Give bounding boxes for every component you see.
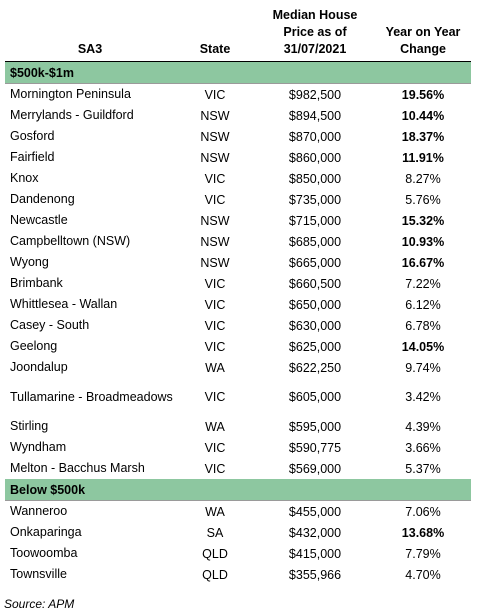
change-cell: 4.70%	[405, 567, 441, 582]
table-row	[5, 105, 471, 126]
state-cell: QLD	[202, 546, 228, 561]
change-cell: 10.44%	[401, 108, 445, 123]
price-cell: $605,000	[288, 390, 342, 404]
table-row	[5, 437, 471, 458]
price-table	[5, 4, 471, 585]
price-cell: $595,000	[288, 419, 342, 434]
table-row	[5, 252, 471, 273]
change-cell: 8.27%	[405, 171, 441, 186]
change-cell: 13.68%	[401, 525, 445, 540]
section-header-row	[5, 479, 471, 501]
state-cell: VIC	[204, 276, 226, 291]
sa3-cell: Merrylands - Guildford	[10, 108, 134, 122]
table-row	[5, 315, 471, 336]
state-cell: SA	[206, 525, 224, 540]
sa3-cell: Wyong	[10, 255, 49, 269]
price-cell: $630,000	[288, 318, 342, 333]
sa3-cell: Campbelltown (NSW)	[10, 234, 131, 248]
sa3-cell: Knox	[10, 171, 39, 185]
sa3-cell: Newcastle	[10, 213, 68, 227]
table-row	[5, 294, 471, 315]
header-sa3: SA3	[5, 4, 175, 62]
state-cell: VIC	[204, 87, 226, 102]
sa3-cell: Fairfield	[10, 150, 55, 164]
change-cell: 5.76%	[405, 192, 441, 207]
price-cell: $569,000	[288, 461, 342, 476]
change-cell: 7.79%	[405, 546, 441, 561]
state-cell: WA	[205, 504, 225, 519]
state-cell: VIC	[204, 339, 226, 354]
table-row	[5, 168, 471, 189]
state-cell: NSW	[200, 213, 230, 228]
state-cell: VIC	[204, 171, 226, 186]
change-cell: 5.37%	[405, 461, 441, 476]
sa3-cell: Toowoomba	[10, 546, 78, 560]
table-row	[5, 416, 471, 437]
table-body	[5, 62, 471, 586]
price-cell: $715,000	[288, 213, 342, 228]
table-row	[5, 378, 471, 416]
change-cell: 3.66%	[405, 440, 441, 455]
change-cell: 7.06%	[405, 504, 441, 519]
table-header	[5, 4, 471, 62]
price-cell: $685,000	[288, 234, 342, 249]
table-row	[5, 543, 471, 564]
table-row	[5, 84, 471, 106]
sa3-cell: Melton - Bacchus Marsh	[10, 461, 145, 475]
price-cell: $894,500	[288, 108, 342, 123]
state-cell: NSW	[200, 108, 230, 123]
sa3-cell: Wyndham	[10, 440, 67, 454]
price-cell: $735,000	[288, 192, 342, 207]
change-cell: 7.22%	[405, 276, 441, 291]
section-title: $500k-$1m	[5, 62, 471, 84]
source-note: Source: APM	[4, 597, 75, 611]
price-cell: $850,000	[288, 171, 342, 186]
sa3-cell: Whittlesea - Wallan	[10, 297, 118, 311]
table-row	[5, 126, 471, 147]
table-row	[5, 273, 471, 294]
price-cell: $625,000	[288, 339, 342, 354]
price-cell: $622,250	[288, 360, 342, 375]
sa3-cell: Onkaparinga	[10, 525, 82, 539]
change-cell: 9.74%	[405, 360, 441, 375]
price-cell: $432,000	[288, 525, 342, 540]
section-title: Below $500k	[5, 479, 471, 501]
state-cell: WA	[205, 419, 225, 434]
state-cell: VIC	[204, 461, 226, 476]
table-row	[5, 189, 471, 210]
header-change: Year on Year Change	[375, 4, 471, 62]
price-cell: $455,000	[288, 504, 342, 519]
state-cell: VIC	[204, 440, 226, 455]
change-cell: 11.91%	[402, 150, 444, 165]
sa3-cell: Joondalup	[10, 360, 68, 374]
change-cell: 4.39%	[405, 419, 441, 434]
sa3-cell: Dandenong	[10, 192, 75, 206]
state-cell: NSW	[200, 150, 230, 165]
table-row	[5, 147, 471, 168]
change-cell: 10.93%	[401, 234, 445, 249]
sa3-cell: Brimbank	[10, 276, 63, 290]
state-cell: VIC	[204, 390, 226, 404]
change-cell: 6.12%	[405, 297, 441, 312]
state-cell: QLD	[202, 567, 228, 582]
table-row	[5, 501, 471, 523]
price-cell: $355,966	[288, 567, 342, 582]
change-cell: 6.78%	[405, 318, 441, 333]
change-cell: 3.42%	[405, 390, 441, 404]
change-cell: 14.05%	[401, 339, 445, 354]
sa3-cell: Casey - South	[10, 318, 90, 332]
price-cell: $870,000	[288, 129, 342, 144]
state-cell: VIC	[204, 297, 226, 312]
change-cell: 16.67%	[401, 255, 445, 270]
sa3-cell: Stirling	[10, 419, 49, 433]
sa3-cell: Townsville	[10, 567, 67, 581]
table-row	[5, 210, 471, 231]
price-cell: $982,500	[288, 87, 342, 102]
price-cell: $660,500	[288, 276, 342, 291]
price-cell: $665,000	[288, 255, 342, 270]
sa3-cell: Tullamarine - Broadmeadows	[10, 389, 173, 404]
state-cell: NSW	[200, 129, 230, 144]
header-state: State	[175, 4, 255, 62]
table-row	[5, 458, 471, 479]
state-cell: VIC	[204, 192, 226, 207]
price-cell: $415,000	[288, 546, 342, 561]
sa3-cell: Geelong	[10, 339, 58, 353]
price-cell: $650,000	[288, 297, 342, 312]
sa3-cell: Gosford	[10, 129, 55, 143]
change-cell: 18.37%	[401, 129, 445, 144]
state-cell: VIC	[204, 318, 226, 333]
price-cell: $860,000	[288, 150, 342, 165]
price-cell: $590,775	[288, 440, 342, 455]
state-cell: WA	[205, 360, 225, 375]
change-cell: 15.32%	[401, 213, 445, 228]
table-row	[5, 357, 471, 378]
sa3-cell: Wanneroo	[10, 504, 68, 518]
sa3-cell: Mornington Peninsula	[10, 87, 131, 101]
table-row	[5, 564, 471, 585]
state-cell: NSW	[200, 255, 230, 270]
state-cell: NSW	[200, 234, 230, 249]
change-cell: 19.56%	[401, 87, 445, 102]
header-price: Median House Price as of 31/07/2021	[255, 4, 375, 62]
table-row	[5, 522, 471, 543]
section-header-row	[5, 62, 471, 84]
table-row	[5, 336, 471, 357]
table-row	[5, 231, 471, 252]
